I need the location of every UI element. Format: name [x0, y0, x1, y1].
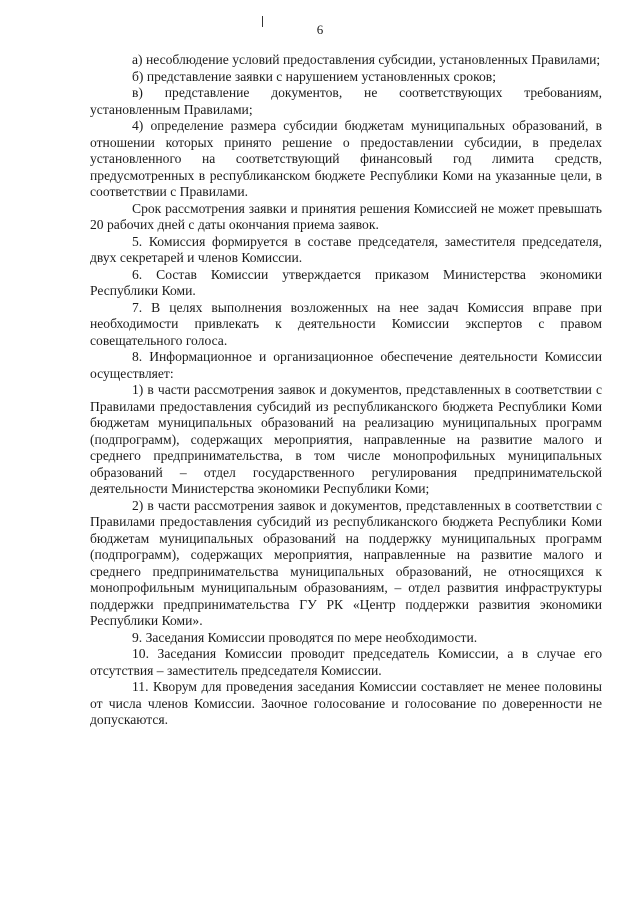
- paragraph-11: 11. Кворум для проведения заседания Комиссии составляет не менее половины от числа членов Комиссии. Заочное голосование и голосование по доверенности не допускаются.: [90, 679, 602, 727]
- paragraph-8: 8. Информационное и организационное обеспечение деятельности Комиссии осуществляет:: [90, 349, 602, 381]
- paragraph-8-2: 2) в части рассмотрения заявок и документов, представленных в соответствии с Правилами предоставления субсидий из республиканского бюджета Республики Коми бюджетам муниципальных образований на поддержку муниципальных программ (подпрограмм), содержащих мероприятия, направленные на развитие малого и среднего предпринимательства муниципальных образований, не относящихся к монопрофильным муниципальным образованиям, – отдел развития инфраструктуры поддержки предпринимательства ГУ РК «Центр поддержки развития экономики Республики Коми».: [90, 497, 602, 628]
- document-body: [90, 52, 602, 729]
- paragraph-deadline: Срок рассмотрения заявки и принятия решения Комиссией не может превышать 20 рабочих дней с даты окончания приема заявок.: [90, 200, 602, 232]
- page-number: 6: [316, 22, 324, 37]
- paragraph-4: 4) определение размера субсидии бюджетам муниципальных образований, в отношении которых принято решение о предоставлении субсидии, в пределах установленного на соответствующий финансовый год лимита средств, предусмотренных в республиканском бюджете Республики Коми на указанные цели, в соответствии с Правилами.: [90, 118, 602, 199]
- paragraph-6: 6. Состав Комиссии утверждается приказом Министерства экономики Республики Коми.: [90, 266, 602, 298]
- paragraph-10: 10. Заседания Комиссии проводит председатель Комиссии, а в случае его отсутствия – заместитель председателя Комиссии.: [90, 646, 602, 678]
- paragraph-v: в) представление документов, не соответствующих требованиям, установленным Правилами;: [90, 85, 602, 117]
- paragraph-9: 9. Заседания Комиссии проводятся по мере необходимости.: [132, 629, 478, 645]
- paragraph-7: 7. В целях выполнения возложенных на нее задач Комиссия вправе при необходимости привлекать к деятельности Комиссии экспертов с правом совещательного голоса.: [90, 299, 602, 348]
- paragraph-a: а) несоблюдение условий предоставления субсидии, установленных Правилами;: [132, 52, 601, 67]
- paragraph-8-1: 1) в части рассмотрения заявок и документов, представленных в соответствии с Правилами предоставления субсидий из республиканского бюджета Республики Коми бюджетам муниципальных образований на реализацию муниципальных программ (подпрограмм), содержащих мероприятия, направленные на развитие малого и среднего предпринимательства, в том числе монопрофильных муниципальных образований – отдел государственного регулирования предпринимательской деятельности Министерства экономики Республики Коми;: [90, 382, 602, 496]
- paragraph-b: б) представление заявки с нарушением установленных сроков;: [132, 68, 496, 84]
- paragraph-5: 5. Комиссия формируется в составе председателя, заместителя председателя, двух секретарей и членов Комиссии.: [90, 233, 602, 265]
